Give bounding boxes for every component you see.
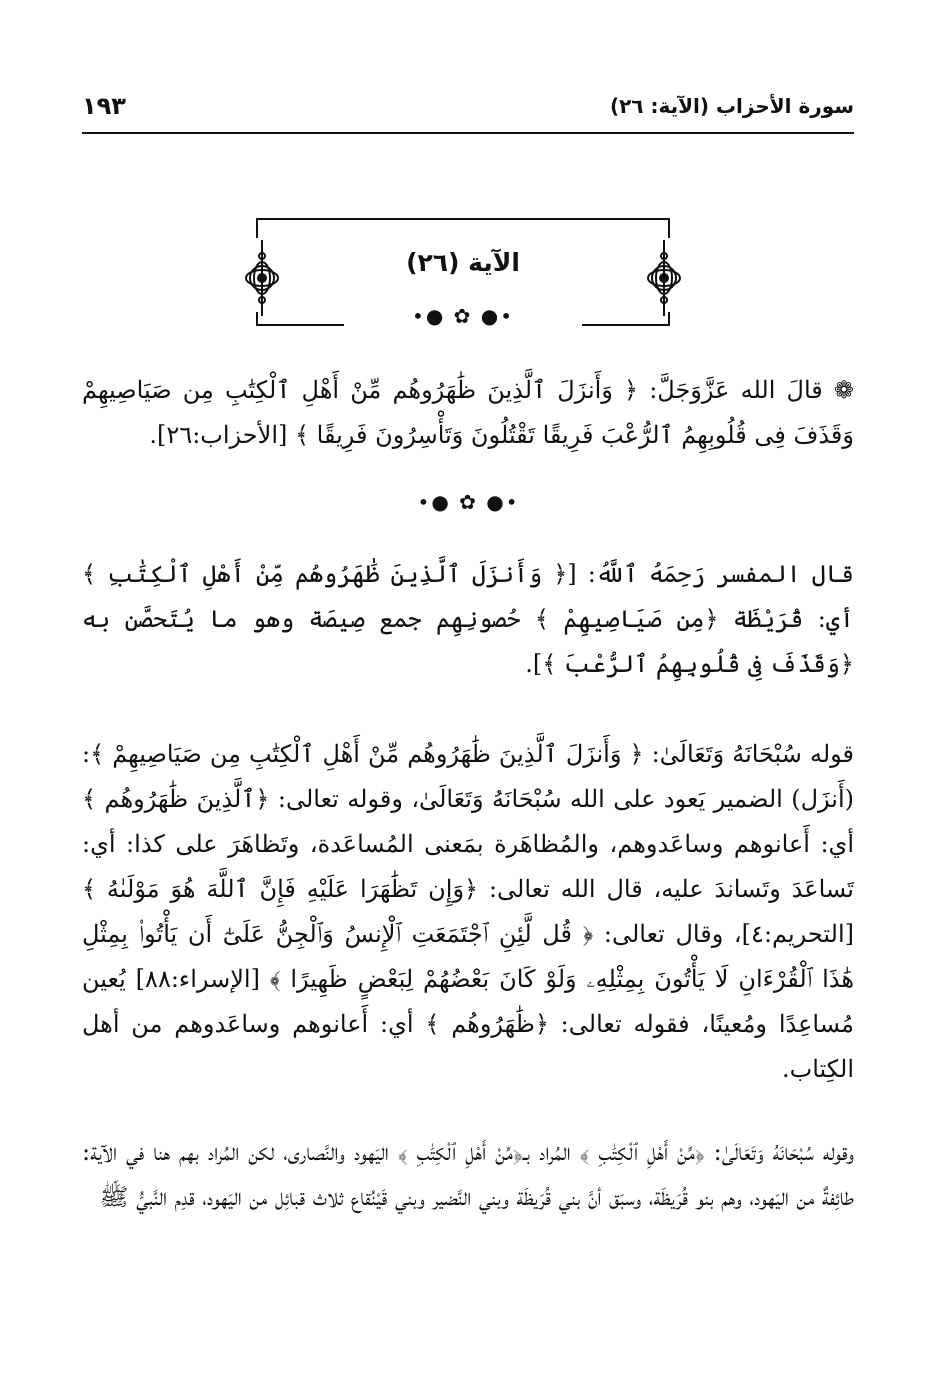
commentary-paragraph: قال المفسر رَحِمَهُ ٱللَّهُ: [﴿ وَأَنزَلَ ٱلَّذِينَ ظَٰهَرُوهُم مِّنْ أَهْلِ ٱلْكِتَٰبِ ﴾ أي: قُرَيْظَة ﴿مِن صَيَاصِيهِمْ ﴾ حُصونِهِم جمع صِيصَة وهو ما يُتَحصَّن به ﴿وَقَذَفَ فِى قُلُوبِهِمُ ٱلرُّعْبَ ﴾]. xyxy=(82,560,854,678)
running-header xyxy=(82,92,854,132)
frame-right-upper xyxy=(668,218,670,238)
section-title: الآية (٢٦) xyxy=(406,248,520,277)
explanation-paragraph-2: وقوله سُبْحَانَهُ وَتَعَالَىٰ: ﴿مِّنْ أَهْلِ ٱلْكِتَٰبِ ﴾ المُراد بـ﴿مِّنْ أَهْلِ ٱلْكِتَٰبِ ﴾ اليَهود والنَّصارى، لكن المُراد بهم هنا في الآية: طائِفةٌ من اليَهود، وهم بنو قُرَيظَة، وسبَق أنَّ بني قُرَيظَة وبني النَّضير وبني قَيْنُقاع ثلاث قبائِل من اليَهود، قدِم النَّبيُّ ﷺ xyxy=(82,1138,854,1211)
explanation-paragraph: قوله سُبْحَانَهُ وَتَعَالَىٰ: ﴿ وَأَنزَلَ ٱلَّذِينَ ظَٰهَرُوهُم مِّنْ أَهْلِ ٱلْكِتَٰبِ مِن صَيَاصِيهِمْ ﴾: (أَنزَل) الضمير يَعود على الله سُبْحَانَهُ وَتَعَالَىٰ، وقوله تعالى: ﴿ٱلَّذِينَ ظَٰهَرُوهُم ﴾ أي: أَعانوهم وساعَدوهم، والمُظاهَرة بمَعنى المُساعَدة، وتَظاهَرَ على كذا: أي: تَساعَدَ وتَساندَ عليه، قال الله تعالى: ﴿وَإِن تَظَٰهَرَا عَلَيْهِ فَإِنَّ ٱللَّهَ هُوَ مَوْلَىٰهُ ﴾ [التحريم:٤]، وقال تعالى: ﴿ قُل لَّئِنِ ٱجْتَمَعَتِ ٱلْإِنسُ وَٱلْجِنُّ عَلَىٰٓ أَن يَأْتُوا۟ بِمِثْلِ هَٰذَا ٱلْقُرْءَانِ لَا يَأْتُونَ بِمِثْلِهِۦ وَلَوْ كَانَ بَعْضُهُمْ لِبَعْضٍ ظَهِيرًا ﴾ [الإسراء:٨٨] يُعين مُساعِدًا ومُعينًا، فقوله تعالى: ﴿ظَٰهَرُوهُم ﴾ أي: أَعانوهم وساعَدوهم من أهل الكِتاب. xyxy=(82,740,854,1083)
verse-paragraph: ❁ قالَ الله عَزَّوَجَلَّ: ﴿ وَأَنزَلَ ٱلَّذِينَ ظَٰهَرُوهُم مِّنْ أَهْلِ ٱلْكِتَٰبِ مِن صَيَاصِيهِمْ وَقَذَفَ فِى قُلُوبِهِمُ ٱلرُّعْبَ فَرِيقًا تَقْتُلُونَ وَتَأْسِرُونَ فَرِيقًا ﴾ [الأحزاب:٢٦]. xyxy=(82,376,854,449)
surah-title: سورة الأحزاب (الآية: ٢٦) xyxy=(609,94,854,118)
section-ornament: •● ✿ ●• xyxy=(412,304,514,328)
section-frame xyxy=(256,218,670,326)
header-rule xyxy=(82,132,854,134)
page-number: ١٩٣ xyxy=(82,92,126,120)
frame-left-upper xyxy=(256,218,258,238)
frame-top-line xyxy=(256,218,670,220)
divider-ornament: •● ✿ ●• xyxy=(417,490,520,514)
